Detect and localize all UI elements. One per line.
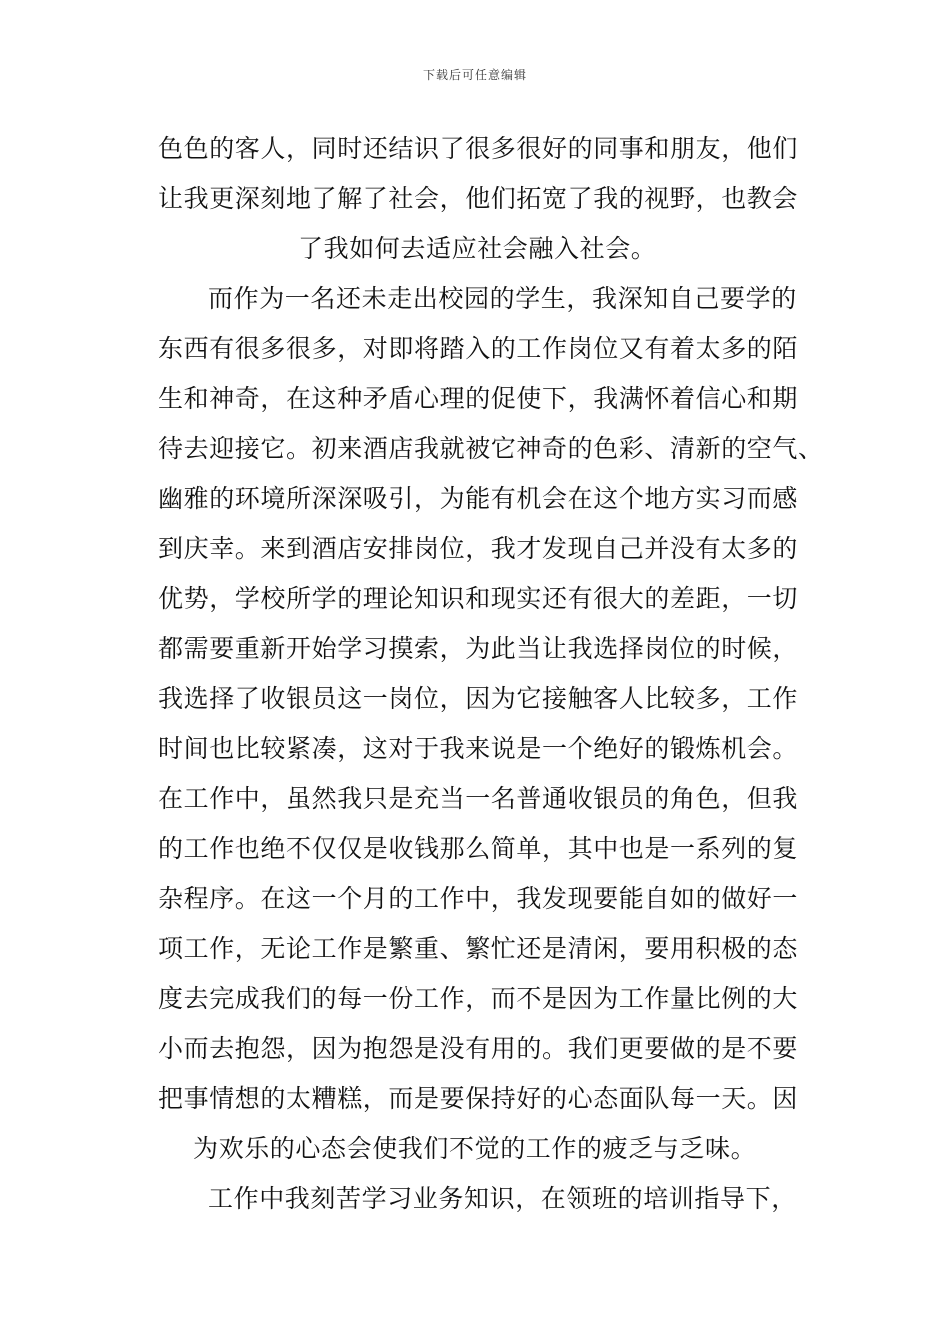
text-line: 度去完成我们的每一份工作，而不是因为工作量比例的大	[158, 984, 799, 1013]
text-line: 小而去抱怨，因为抱怨是没有用的。我们更要做的是不要	[158, 1034, 799, 1063]
text-line: 把事情想的太糟糕，而是要保持好的心态面队每一天。因	[158, 1084, 799, 1113]
text-line: 优势，学校所学的理论知识和现实还有很大的差距，一切	[158, 584, 799, 613]
text-line: 让我更深刻地了解了社会，他们拓宽了我的视野，也教会	[158, 184, 799, 213]
text-line: 的工作也绝不仅仅是收钱那么简单，其中也是一系列的复	[158, 834, 799, 863]
page-header: 下载后可任意编辑	[422, 68, 527, 82]
text-line: 色色的客人，同时还结识了很多很好的同事和朋友，他们	[158, 134, 799, 163]
text-line: 时间也比较紧凑，这对于我来说是一个绝好的锻炼机会。	[158, 734, 799, 763]
text-line: 幽雅的环境所深深吸引，为能有机会在这个地方实习而感	[158, 484, 799, 513]
text-line: 我选择了收银员这一岗位，因为它接触客人比较多，工作	[158, 684, 799, 713]
text-line: 东西有很多很多，对即将踏入的工作岗位又有着太多的陌	[158, 334, 799, 363]
text-line: 为欢乐的心态会使我们不觉的工作的疲乏与乏味。	[193, 1134, 757, 1163]
text-line: 而作为一名还未走出校园的学生，我深知自己要学的	[208, 284, 797, 313]
text-line: 杂程序。在这一个月的工作中，我发现要能自如的做好一	[158, 884, 799, 913]
text-line: 了我如何去适应社会融入社会。	[298, 234, 657, 263]
text-line: 在工作中，虽然我只是充当一名普通收银员的角色，但我	[158, 784, 799, 813]
text-line: 工作中我刻苦学习业务知识，在领班的培训指导下，	[208, 1184, 797, 1213]
text-line: 项工作，无论工作是繁重、繁忙还是清闲，要用积极的态	[158, 934, 799, 963]
text-line: 都需要重新开始学习摸索，为此当让我选择岗位的时候，	[158, 634, 799, 663]
text-line: 待去迎接它。初来酒店我就被它神奇的色彩、清新的空气、	[158, 434, 824, 463]
text-line: 到庆幸。来到酒店安排岗位，我才发现自己并没有太多的	[158, 534, 799, 563]
text-line: 生和神奇，在这种矛盾心理的促使下，我满怀着信心和期	[158, 384, 799, 413]
